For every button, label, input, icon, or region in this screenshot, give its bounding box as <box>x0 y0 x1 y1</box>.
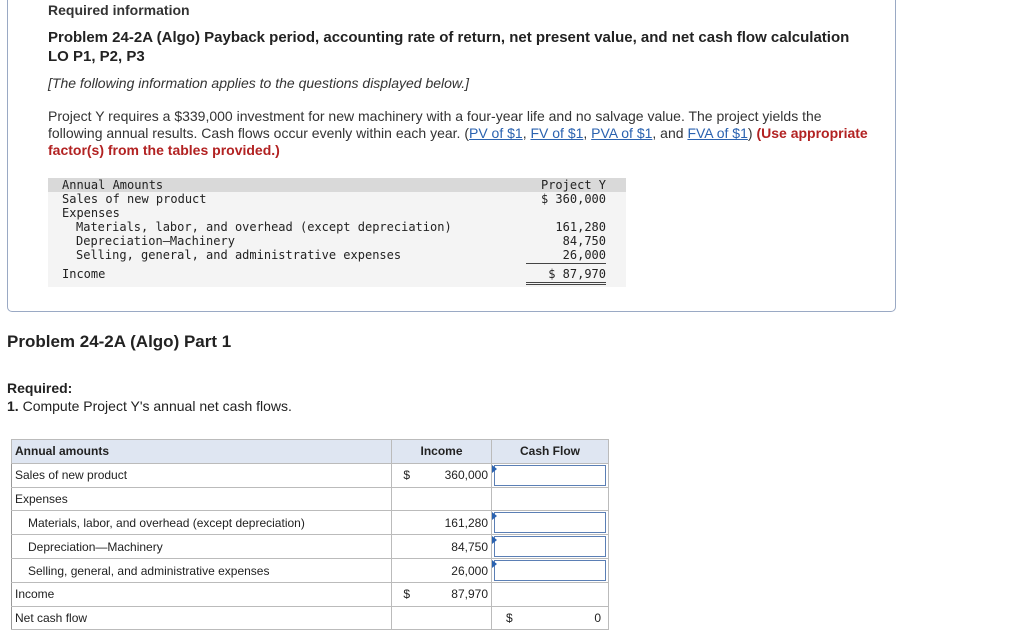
required-information-heading: Required information <box>48 2 190 18</box>
income-currency <box>392 606 422 630</box>
instruction-text: (Use appropriate factor(s) from the tables provided.) <box>48 125 868 158</box>
required-item <box>7 398 292 414</box>
income-value: 360,000 <box>422 463 492 487</box>
income-currency <box>392 559 422 583</box>
income-value <box>422 606 492 630</box>
cash-flow-cell <box>492 583 609 607</box>
cash-flow-cell <box>492 487 609 511</box>
required-item-text: Compute Project Y's annual net cash flows. <box>22 398 292 414</box>
total-double-underline-bottom <box>526 284 606 285</box>
row-label: Expenses <box>12 487 392 511</box>
income-currency <box>392 535 422 559</box>
cash-flow-cell <box>492 463 609 487</box>
header-income: Income <box>392 440 492 464</box>
row-label: Selling, general, and administrative expenses <box>12 559 392 583</box>
info-col-value: Project Y <box>540 178 606 192</box>
link-fva-of-1[interactable]: FVA of $1 <box>687 125 748 141</box>
link-pva-of-1[interactable]: PVA of $1 <box>591 125 653 141</box>
info-table <box>48 178 626 287</box>
info-row-value: 26,000 <box>562 248 606 262</box>
total-double-underline-top <box>526 282 606 283</box>
input-flag-icon <box>492 560 497 568</box>
net-cash-flow-currency: $ <box>506 611 513 626</box>
income-value: 26,000 <box>422 559 492 583</box>
info-row-value: 84,750 <box>562 234 606 248</box>
info-row-label: Income <box>62 267 106 281</box>
income-currency: $ <box>392 463 422 487</box>
table-row <box>12 487 609 511</box>
info-row-label: Depreciation—Machinery <box>76 234 235 248</box>
input-flag-icon <box>492 536 497 544</box>
applies-note: [The following information applies to the questions displayed below.] <box>48 75 470 91</box>
required-label: Required: <box>7 380 73 396</box>
cash-flow-cell <box>492 511 609 535</box>
table-row <box>12 583 609 607</box>
net-cash-flow-value: 0 <box>594 611 601 626</box>
table-row <box>12 463 609 487</box>
income-currency: $ <box>392 583 422 607</box>
input-flag-icon <box>492 465 497 473</box>
info-row-label: Selling, general, and administrative expenses <box>76 248 402 262</box>
income-value <box>422 487 492 511</box>
table-row <box>12 511 609 535</box>
required-item-number: 1. <box>7 398 19 414</box>
info-row-label: Expenses <box>62 206 120 220</box>
problem-title: Problem 24-2A (Algo) Payback period, accounting rate of return, net present value, and net cash flow calculation LO P1, P2, P3 <box>48 29 850 65</box>
income-currency <box>392 511 422 535</box>
info-row-label: Materials, labor, and overhead (except depreciation) <box>76 220 452 234</box>
table-row <box>12 559 609 583</box>
info-col-label: Annual Amounts <box>62 178 164 192</box>
info-row-label: Sales of new product <box>62 192 207 206</box>
link-pv-of-1[interactable]: PV of $1 <box>468 125 523 141</box>
info-row-value: $ 87,970 <box>548 267 606 281</box>
row-label: Income <box>12 583 392 607</box>
header-annual-amounts: Annual amounts <box>12 440 392 464</box>
income-value: 87,970 <box>422 583 492 607</box>
cash-flow-input-depreciation[interactable] <box>494 536 606 557</box>
income-value: 161,280 <box>422 511 492 535</box>
header-cash-flow: Cash Flow <box>492 440 609 464</box>
income-value: 84,750 <box>422 535 492 559</box>
row-label: Sales of new product <box>12 463 392 487</box>
answer-table <box>11 439 609 630</box>
cash-flow-input-materials[interactable] <box>494 512 606 533</box>
cash-flow-input-sales[interactable] <box>494 465 606 486</box>
table-row <box>12 535 609 559</box>
problem-description: Project Y requires a $339,000 investment for new machinery with a four-year life and no salvage value. The project yields the following annual results. Cash flows occur evenly within each year. (PV of $1, FV of $1, PVA of $1, and FVA of $1) (Use appropriate factor(s) from the tables provided.) <box>48 108 868 158</box>
income-currency <box>392 487 422 511</box>
table-row <box>12 606 609 630</box>
net-cash-flow-cell <box>492 606 609 630</box>
subtotal-underline <box>526 263 606 264</box>
row-label: Depreciation—Machinery <box>12 535 392 559</box>
cash-flow-cell <box>492 535 609 559</box>
info-row-value: $ 360,000 <box>540 192 606 206</box>
cash-flow-cell <box>492 559 609 583</box>
info-row-value: 161,280 <box>555 220 606 234</box>
input-flag-icon <box>492 512 497 520</box>
cash-flow-input-selling[interactable] <box>494 560 606 581</box>
link-fv-of-1[interactable]: FV of $1 <box>530 125 584 141</box>
row-label: Net cash flow <box>12 606 392 630</box>
part-title: Problem 24-2A (Algo) Part 1 <box>7 332 232 351</box>
description-text: Project Y requires a $339,000 investment for new machinery with a four-year life and no salvage value. The project yields the following annual results. Cash flows occur evenly within each year. ( <box>48 108 822 141</box>
row-label: Materials, labor, and overhead (except depreciation) <box>12 511 392 535</box>
